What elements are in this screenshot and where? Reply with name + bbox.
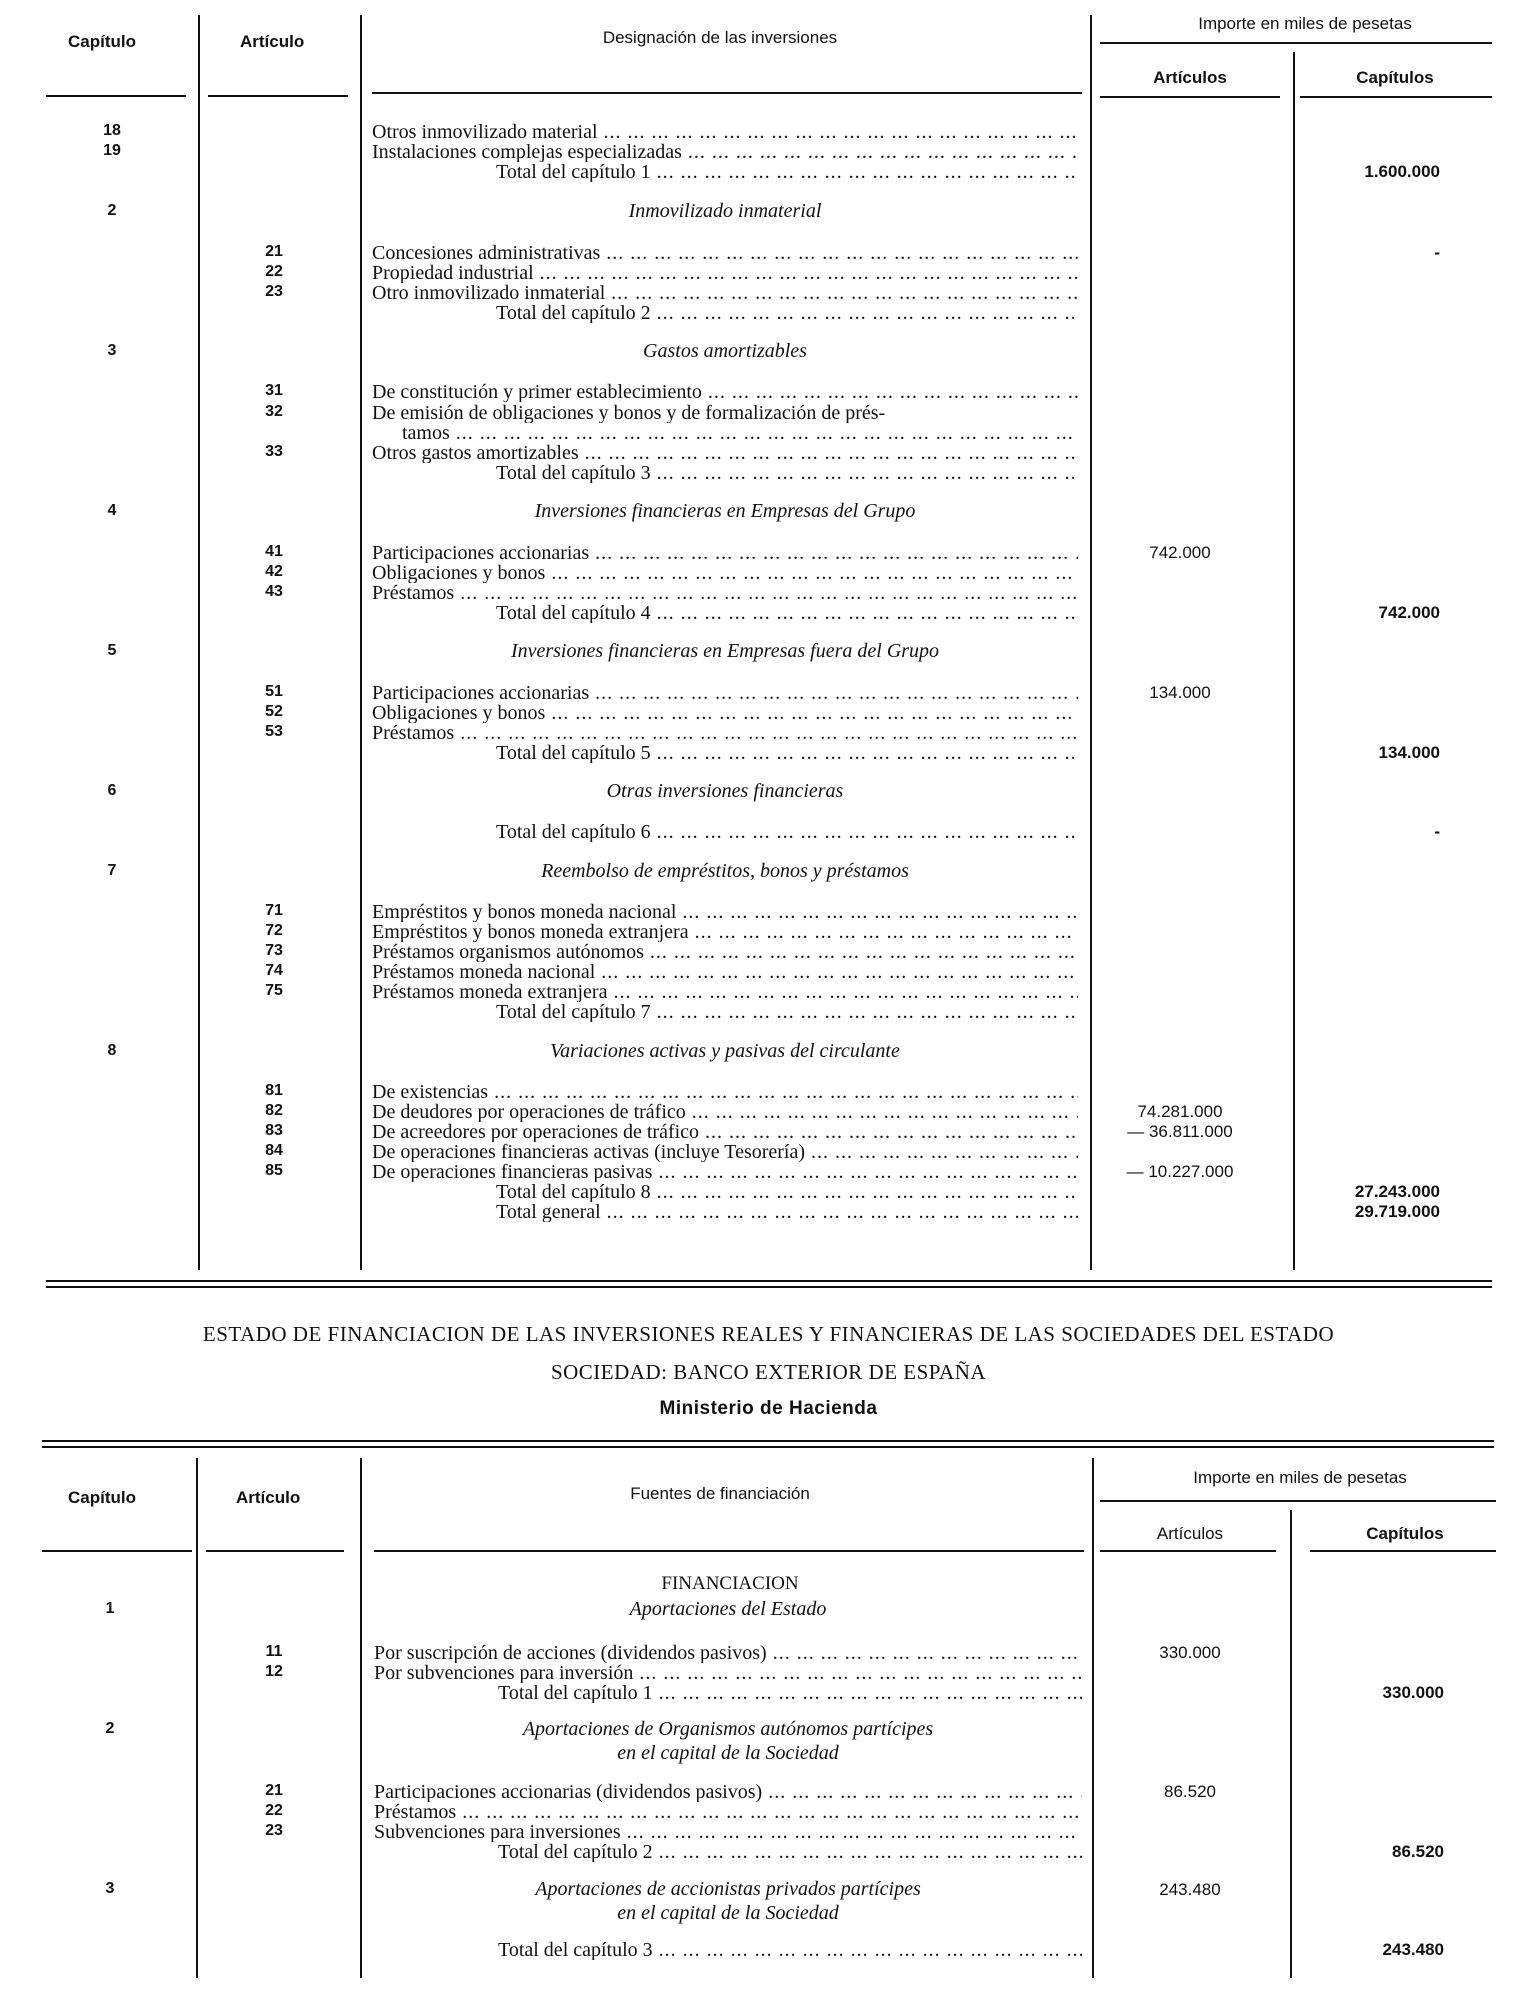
item-label bbox=[374, 1643, 1082, 1663]
rule bbox=[1100, 1500, 1496, 1502]
chapter-amount: 243.480 bbox=[1382, 1940, 1444, 1959]
total-label bbox=[496, 1182, 1078, 1202]
item-label bbox=[372, 1162, 1078, 1182]
column-divider bbox=[196, 1458, 198, 1978]
chapter-amount: 1.600.000 bbox=[1364, 162, 1440, 181]
header-capitulo: Capítulo bbox=[68, 32, 136, 51]
chapter-number: 19 bbox=[103, 142, 121, 159]
chapter-number: 2 bbox=[107, 202, 117, 219]
article-number: 41 bbox=[265, 543, 283, 560]
article-number: 82 bbox=[265, 1102, 283, 1119]
header-designacion: Designación de las inversiones bbox=[602, 28, 838, 47]
total-text: Total del capítulo 6 ... . bbox=[496, 822, 1078, 842]
header-articulos: Artículos bbox=[1156, 1524, 1224, 1543]
item-label bbox=[372, 1122, 1078, 1142]
article-number: 72 bbox=[265, 922, 283, 939]
chapter-amount: 330.000 bbox=[1382, 1683, 1444, 1702]
item-text: Obligaciones y bonos ... . bbox=[372, 563, 1078, 583]
double-rule bbox=[42, 1446, 1494, 1448]
item-text: Préstamos ... . bbox=[372, 583, 1078, 603]
article-amount: — 10.227.000 bbox=[1126, 1162, 1234, 1181]
item-label bbox=[402, 423, 1078, 443]
item-text: Participaciones accionarias ... . bbox=[372, 543, 1078, 563]
rule bbox=[372, 92, 1082, 94]
section-title: Aportaciones de Organismos autónomos partícipes bbox=[522, 1718, 934, 1740]
item-label bbox=[372, 382, 1078, 402]
total-label bbox=[496, 1202, 1078, 1222]
article-number: 83 bbox=[265, 1122, 283, 1139]
total-text: Total del capítulo 3 ... . bbox=[496, 463, 1078, 483]
chapter-number: 6 bbox=[107, 782, 117, 799]
item-text: Préstamos moneda nacional ... . bbox=[372, 962, 1078, 982]
total-text: Total general ... . bbox=[496, 1202, 1078, 1222]
item-text: De deudores por operaciones de tráfico ... . bbox=[372, 1102, 1078, 1122]
section-title: Inversiones financieras en Empresas fuera del Grupo bbox=[510, 640, 940, 662]
financiacion-title: FINANCIACION bbox=[661, 1573, 799, 1594]
chapter-amount: 742.000 bbox=[1378, 603, 1440, 622]
article-amount: — 36.811.000 bbox=[1127, 1122, 1233, 1141]
item-label bbox=[372, 583, 1078, 603]
item-label bbox=[372, 1102, 1078, 1122]
item-text: Otros inmovilizado material ... . bbox=[372, 122, 1078, 142]
rule bbox=[1300, 96, 1492, 98]
item-label bbox=[372, 122, 1078, 142]
section-title: Reembolso de empréstitos, bonos y préstamos bbox=[541, 860, 909, 882]
article-number: 32 bbox=[265, 403, 283, 420]
article-number: 42 bbox=[265, 563, 283, 580]
column-divider bbox=[360, 1458, 362, 1978]
item-label bbox=[372, 683, 1078, 703]
header-importe: Importe en miles de pesetas bbox=[1198, 14, 1412, 33]
item-text: Participaciones accionarias ... . bbox=[372, 683, 1078, 703]
item-label bbox=[372, 443, 1078, 463]
item-text: Préstamos ... . bbox=[372, 723, 1078, 743]
chapter-amount: - bbox=[1434, 243, 1440, 262]
chapter-amount: 29.719.000 bbox=[1354, 1202, 1440, 1221]
article-number: 33 bbox=[265, 443, 283, 460]
item-text: Préstamos moneda extranjera ... . bbox=[372, 982, 1078, 1002]
item-text: Por suscripción de acciones (dividendos pasivos) ... . bbox=[374, 1643, 1082, 1663]
total-text: Total del capítulo 7 ... . bbox=[496, 1002, 1078, 1022]
rule bbox=[1100, 1550, 1276, 1552]
item-text: tamos ... . bbox=[402, 423, 1078, 443]
total-label bbox=[498, 1683, 1082, 1703]
item-label bbox=[372, 902, 1078, 922]
item-label bbox=[372, 922, 1078, 942]
total-text: Total del capítulo 1 ... . bbox=[496, 162, 1078, 182]
total-text: Total del capítulo 1 ... . bbox=[498, 1683, 1082, 1703]
article-number: 22 bbox=[265, 263, 283, 280]
item-label bbox=[372, 942, 1078, 962]
total-label bbox=[498, 1842, 1082, 1862]
item-label bbox=[374, 1663, 1082, 1683]
total-label bbox=[498, 1940, 1082, 1960]
section-title: Inmovilizado inmaterial bbox=[628, 200, 822, 222]
chapter-number: 4 bbox=[107, 502, 117, 519]
section-title: Inversiones financieras en Empresas del Grupo bbox=[534, 500, 916, 522]
item-label bbox=[372, 723, 1078, 743]
article-number: 74 bbox=[265, 962, 283, 979]
item-label bbox=[374, 1782, 1082, 1802]
header-fuentes: Fuentes de financiación bbox=[630, 1484, 810, 1503]
section-title: Variaciones activas y pasivas del circulante bbox=[550, 1040, 900, 1062]
chapter-number: 2 bbox=[105, 1720, 115, 1737]
section-title: en el capital de la Sociedad bbox=[617, 1902, 839, 1924]
column-divider bbox=[198, 15, 200, 1270]
double-rule bbox=[46, 1286, 1492, 1288]
article-number: 71 bbox=[265, 902, 283, 919]
rule bbox=[1100, 96, 1280, 98]
item-text: De constitución y primer establecimiento ... . bbox=[372, 382, 1078, 402]
item-text: Instalaciones complejas especializadas ... . bbox=[372, 142, 1078, 162]
header-capitulo: Capítulo bbox=[68, 1488, 136, 1507]
item-label bbox=[372, 1082, 1078, 1102]
chapter-number: 8 bbox=[107, 1042, 117, 1059]
item-label bbox=[372, 962, 1078, 982]
total-text: Total del capítulo 2 ... . bbox=[496, 303, 1078, 323]
item-text: Otro inmovilizado inmaterial ... . bbox=[372, 283, 1078, 303]
total-label bbox=[496, 1002, 1078, 1022]
article-number: 73 bbox=[265, 942, 283, 959]
heading-line2: SOCIEDAD: BANCO EXTERIOR DE ESPAÑA bbox=[550, 1360, 987, 1384]
item-text: Otros gastos amortizables ... . bbox=[372, 443, 1078, 463]
column-divider bbox=[1290, 1510, 1292, 1978]
article-number: 51 bbox=[265, 683, 283, 700]
article-number: 23 bbox=[265, 283, 283, 300]
article-number: 23 bbox=[265, 1822, 283, 1839]
item-label bbox=[372, 703, 1078, 723]
item-text: Participaciones accionarias (dividendos pasivos) ... . bbox=[374, 1782, 1082, 1802]
article-number: 53 bbox=[265, 723, 283, 740]
rule bbox=[374, 1550, 1084, 1552]
total-text: Total del capítulo 2 ... . bbox=[498, 1842, 1082, 1862]
article-number: 22 bbox=[265, 1802, 283, 1819]
section-title: Aportaciones de accionistas privados partícipes bbox=[535, 1878, 921, 1900]
total-text: Total del capítulo 5 ... . bbox=[496, 743, 1078, 763]
article-number: 75 bbox=[265, 982, 283, 999]
section-title: Otras inversiones financieras bbox=[606, 780, 844, 802]
header-articulo: Artículo bbox=[236, 1488, 301, 1507]
chapter-amount: 134.000 bbox=[1378, 743, 1440, 762]
rule bbox=[208, 95, 348, 97]
section-title: Aportaciones del Estado bbox=[629, 1598, 827, 1620]
article-number: 81 bbox=[265, 1082, 283, 1099]
chapter-number: 1 bbox=[105, 1600, 115, 1617]
article-number: 52 bbox=[265, 703, 283, 720]
item-label bbox=[372, 283, 1078, 303]
item-text: Concesiones administrativas ... . bbox=[372, 243, 1078, 263]
header-articulos: Artículos bbox=[1153, 68, 1227, 87]
total-label bbox=[496, 463, 1078, 483]
article-amount: 330.000 bbox=[1159, 1643, 1221, 1662]
total-text: Total del capítulo 8 ... . bbox=[496, 1182, 1078, 1202]
item-text: De operaciones financieras pasivas ... . bbox=[372, 1162, 1078, 1182]
item-text: Subvenciones para inversiones ... . bbox=[374, 1822, 1082, 1842]
chapter-number: 18 bbox=[103, 122, 121, 139]
item-label bbox=[374, 1802, 1082, 1822]
item-label bbox=[372, 543, 1078, 563]
article-number: 11 bbox=[265, 1643, 283, 1660]
article-number: 21 bbox=[265, 1782, 283, 1799]
chapter-number: 7 bbox=[107, 862, 117, 879]
section-title: en el capital de la Sociedad bbox=[617, 1742, 839, 1764]
total-label bbox=[496, 603, 1078, 623]
rule bbox=[206, 1550, 344, 1552]
article-amount: 134.000 bbox=[1149, 683, 1211, 702]
heading-line3: Ministerio de Hacienda bbox=[659, 1398, 878, 1419]
double-rule bbox=[42, 1440, 1494, 1442]
header-importe: Importe en miles de pesetas bbox=[1193, 1468, 1407, 1487]
item-label bbox=[372, 982, 1078, 1002]
total-text: Total del capítulo 3 ... . bbox=[498, 1940, 1082, 1960]
heading-line1: ESTADO DE FINANCIACION DE LAS INVERSIONES REALES Y FINANCIERAS DE LAS SOCIEDADES DEL ESTADO bbox=[202, 1322, 1335, 1346]
article-amount: 86.520 bbox=[1164, 1782, 1216, 1801]
header-articulo: Artículo bbox=[240, 32, 305, 51]
item-label bbox=[372, 243, 1078, 263]
article-amount: 74.281.000 bbox=[1137, 1102, 1223, 1121]
article-amount: 742.000 bbox=[1149, 543, 1211, 562]
item-label bbox=[372, 1142, 1078, 1162]
item-label: De emisión de obligaciones y bonos y de formalización de prés- bbox=[372, 403, 886, 423]
header-capitulos: Capítulos bbox=[1366, 1524, 1444, 1543]
item-label bbox=[372, 563, 1078, 583]
article-number: 84 bbox=[265, 1142, 283, 1159]
total-label bbox=[496, 822, 1078, 842]
column-divider bbox=[360, 15, 362, 1270]
column-divider bbox=[1090, 15, 1092, 1270]
item-text: Préstamos ... . bbox=[374, 1802, 1082, 1822]
total-label bbox=[496, 162, 1078, 182]
total-label bbox=[496, 303, 1078, 323]
chapter-number: 3 bbox=[107, 342, 117, 359]
item-label bbox=[372, 142, 1078, 162]
item-text: De existencias ... . bbox=[372, 1082, 1078, 1102]
item-text: Por subvenciones para inversión ... . bbox=[374, 1663, 1082, 1683]
header-capitulos: Capítulos bbox=[1356, 68, 1434, 87]
item-label bbox=[374, 1822, 1082, 1842]
article-amount: 243.480 bbox=[1159, 1880, 1221, 1899]
rule bbox=[1100, 42, 1492, 44]
rule bbox=[1310, 1550, 1496, 1552]
chapter-number: 3 bbox=[105, 1880, 115, 1897]
item-text: Empréstitos y bonos moneda extranjera ... . bbox=[372, 922, 1078, 942]
rule bbox=[42, 1550, 192, 1552]
column-divider bbox=[1293, 52, 1295, 1270]
item-text: Propiedad industrial ... . bbox=[372, 263, 1078, 283]
item-text: De acreedores por operaciones de tráfico ... . bbox=[372, 1122, 1078, 1142]
article-number: 31 bbox=[265, 382, 283, 399]
item-text: De operaciones financieras activas (incluye Tesorería) ... . bbox=[372, 1142, 1078, 1162]
article-number: 12 bbox=[265, 1663, 283, 1680]
section-title: Gastos amortizables bbox=[643, 340, 807, 362]
article-number: 85 bbox=[265, 1162, 283, 1179]
rule bbox=[46, 95, 186, 97]
chapter-amount: - bbox=[1434, 822, 1440, 841]
article-number: 21 bbox=[265, 243, 283, 260]
double-rule bbox=[46, 1280, 1492, 1282]
chapter-number: 5 bbox=[107, 642, 117, 659]
chapter-amount: 27.243.000 bbox=[1354, 1182, 1440, 1201]
article-number: 43 bbox=[265, 583, 283, 600]
item-label bbox=[372, 263, 1078, 283]
item-text: Empréstitos y bonos moneda nacional ... . bbox=[372, 902, 1078, 922]
item-text: Obligaciones y bonos ... . bbox=[372, 703, 1078, 723]
column-divider bbox=[1092, 1458, 1094, 1978]
chapter-amount: 86.520 bbox=[1392, 1842, 1444, 1861]
item-text: Préstamos organismos autónomos ... . bbox=[372, 942, 1078, 962]
total-label bbox=[496, 743, 1078, 763]
total-text: Total del capítulo 4 ... . bbox=[496, 603, 1078, 623]
